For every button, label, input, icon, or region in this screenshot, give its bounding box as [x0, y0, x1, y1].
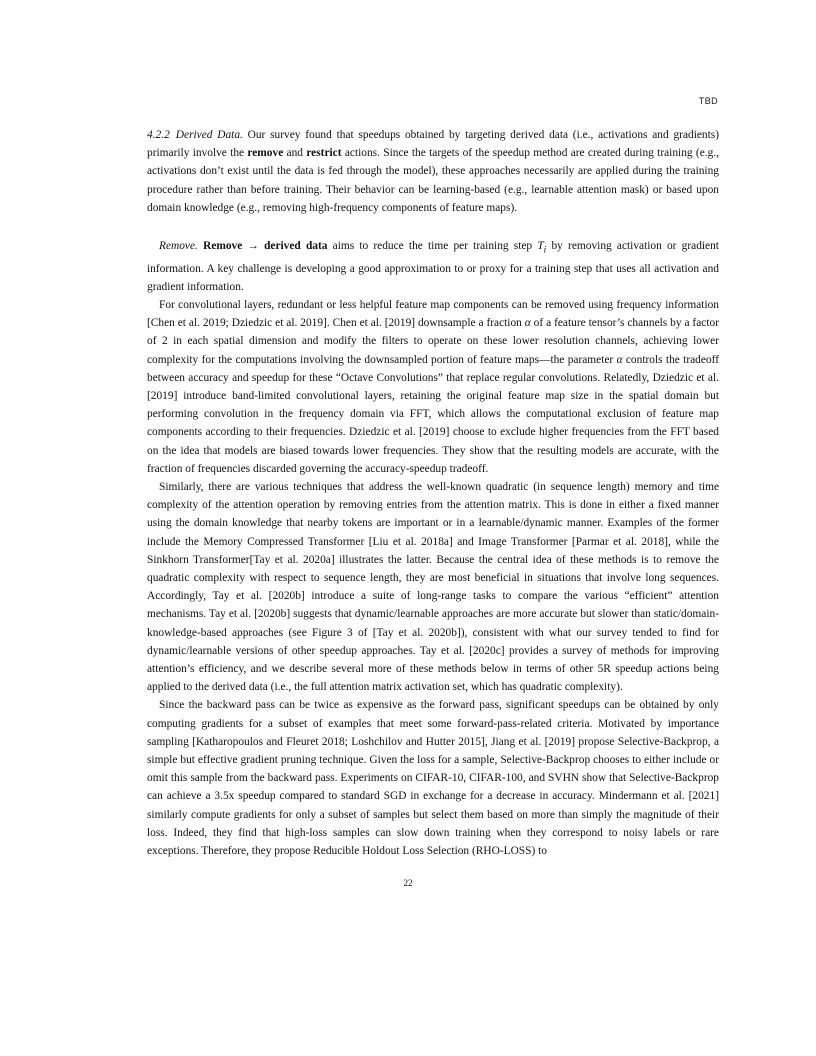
subsection-title: Derived Data. — [175, 129, 243, 141]
math-variable: T — [537, 240, 544, 253]
running-header: TBD — [698, 96, 718, 106]
text-run: actions. Since the targets of the speedup method are created during training (e.g., activations don’t exist until the data is fed through the model), these approaches necessarily are applied during the training procedure rather than before training. Their behavior can be learning-based (e.g., learnable attention mask) or based upon domain knowledge (e.g., removing high-frequency components of feature maps). — [147, 147, 719, 214]
bold-phrase: Remove → derived data — [203, 240, 328, 253]
math-alpha: α — [616, 353, 623, 366]
text-run: Our survey found that speedups obtained by targeting derived data (i.e., activations and gradients) primarily involve the — [147, 129, 719, 160]
text-run: For convolutional layers, redundant or less helpful feature map components can be removed using frequency information [Chen et al. 2019; Dziedzic et al. 2019]. Chen et al. [2019] downsample a fraction — [147, 298, 719, 330]
text-run: and — [283, 147, 307, 160]
math-alpha: α — [524, 317, 531, 330]
remove-paragraph — [147, 237, 719, 296]
keyword-restrict: restrict — [306, 147, 342, 160]
backward-pass-paragraph: Since the backward pass can be twice as expensive as the forward pass, significant speedups can be obtained by only computing gradients for a subset of examples that meet some forward-pass-related criteria. Motivated by importance sampling [Katharopoulos and Fleuret 2018; Loshchilov and Hutter 2015], Jiang et al. [2019] propose Selective-Backprop, a simple but effective gradient pruning technique. Given the loss for a sample, Selective-Backprop chooses to either include or omit this sample from the backward pass. Experiments on CIFAR-10, CIFAR-100, and SVHN show that Selective-Backprop can achieve a 3.5x speedup compared to standard SGD in exchange for a decrease in accuracy. Mindermann et al. [2021] similarly compute gradients for only a subset of samples but select them based on more than simply the magnitude of their loss. Indeed, they find that high-loss samples can slow down training when they correspond to noisy labels or rare exceptions. Therefore, they propose Reducible Holdout Loss Selection (RHO-LOSS) to — [147, 699, 719, 857]
subsection-paragraph — [147, 126, 719, 217]
keyword-remove: remove — [247, 147, 284, 160]
subsection-number: 4.2.2 — [147, 129, 170, 141]
convolution-paragraph — [147, 296, 719, 478]
text-run: of a feature tensor’s channels by a factor of 2 in each spatial dimension and modify the filters to operate on these lower resolution channels, achieving lower complexity for the computations involving the downsampled portion of feature maps—the parameter — [147, 317, 719, 366]
page-body — [147, 126, 719, 860]
paragraph-gap — [147, 217, 719, 237]
paragraph-heading: Remove. — [159, 240, 198, 253]
math-subscript: i — [543, 245, 547, 256]
page-number: 22 — [403, 878, 413, 888]
attention-paragraph: Similarly, there are various techniques that address the well-known quadratic (in sequence length) memory and time complexity of the attention operation by removing entries from the attention matrix. This is done in either a fixed manner using the domain knowledge that nearby tokens are important or in a learnable/dynamic manner. Examples of the former include the Memory Compressed Transformer [Liu et al. 2018a] and Image Transformer [Parmar et al. 2018], while the Sinkhorn Transformer[Tay et al. 2020a] illustrates the latter. Because the central idea of these methods is to remove the quadratic complexity with respect to sequence length, they are most beneficial in situations that involve long sequences. Accordingly, Tay et al. [2020b] introduce a suite of long-range tasks to compare the various “efficient” attention mechanisms. Tay et al. [2020b] suggests that dynamic/learnable approaches are more accurate but slower than static/domain-knowledge-based approaches (see Figure 3 of [Tay et al. 2020b]), consistent with what our survey tended to find for dynamic/learnable versions of other speedup approaches. Tay et al. [2020c] provides a survey of methods for improving attention’s efficiency, and we describe several more of these methods below in terms of other 5R speedup actions being applied to the derived data (i.e., the full attention matrix activation set, which has quadratic complexity). — [147, 480, 719, 694]
text-run: by removing activation or gradient information. A key challenge is developing a good approximation to or proxy for a training step that uses all activation and gradient information. — [147, 240, 719, 293]
text-run: controls the tradeoff between accuracy and speedup for these “Octave Convolutions” that replace regular convolutions. Relatedly, Dziedzic et al. [2019] introduce band-limited convolutional layers, retaining the original feature map size in the spatial domain but performing convolution in the frequency domain via FFT, which allows the computational exclusion of feature map components according to their frequencies. Dziedzic et al. [2019] choose to exclude higher frequencies from the FFT based on the idea that models are biased towards lower frequencies. They show that the resulting models are accurate, with the fraction of frequencies discarded governing the accuracy-speedup tradeoff. — [147, 353, 719, 475]
text-run: aims to reduce the time per training step — [327, 240, 538, 253]
